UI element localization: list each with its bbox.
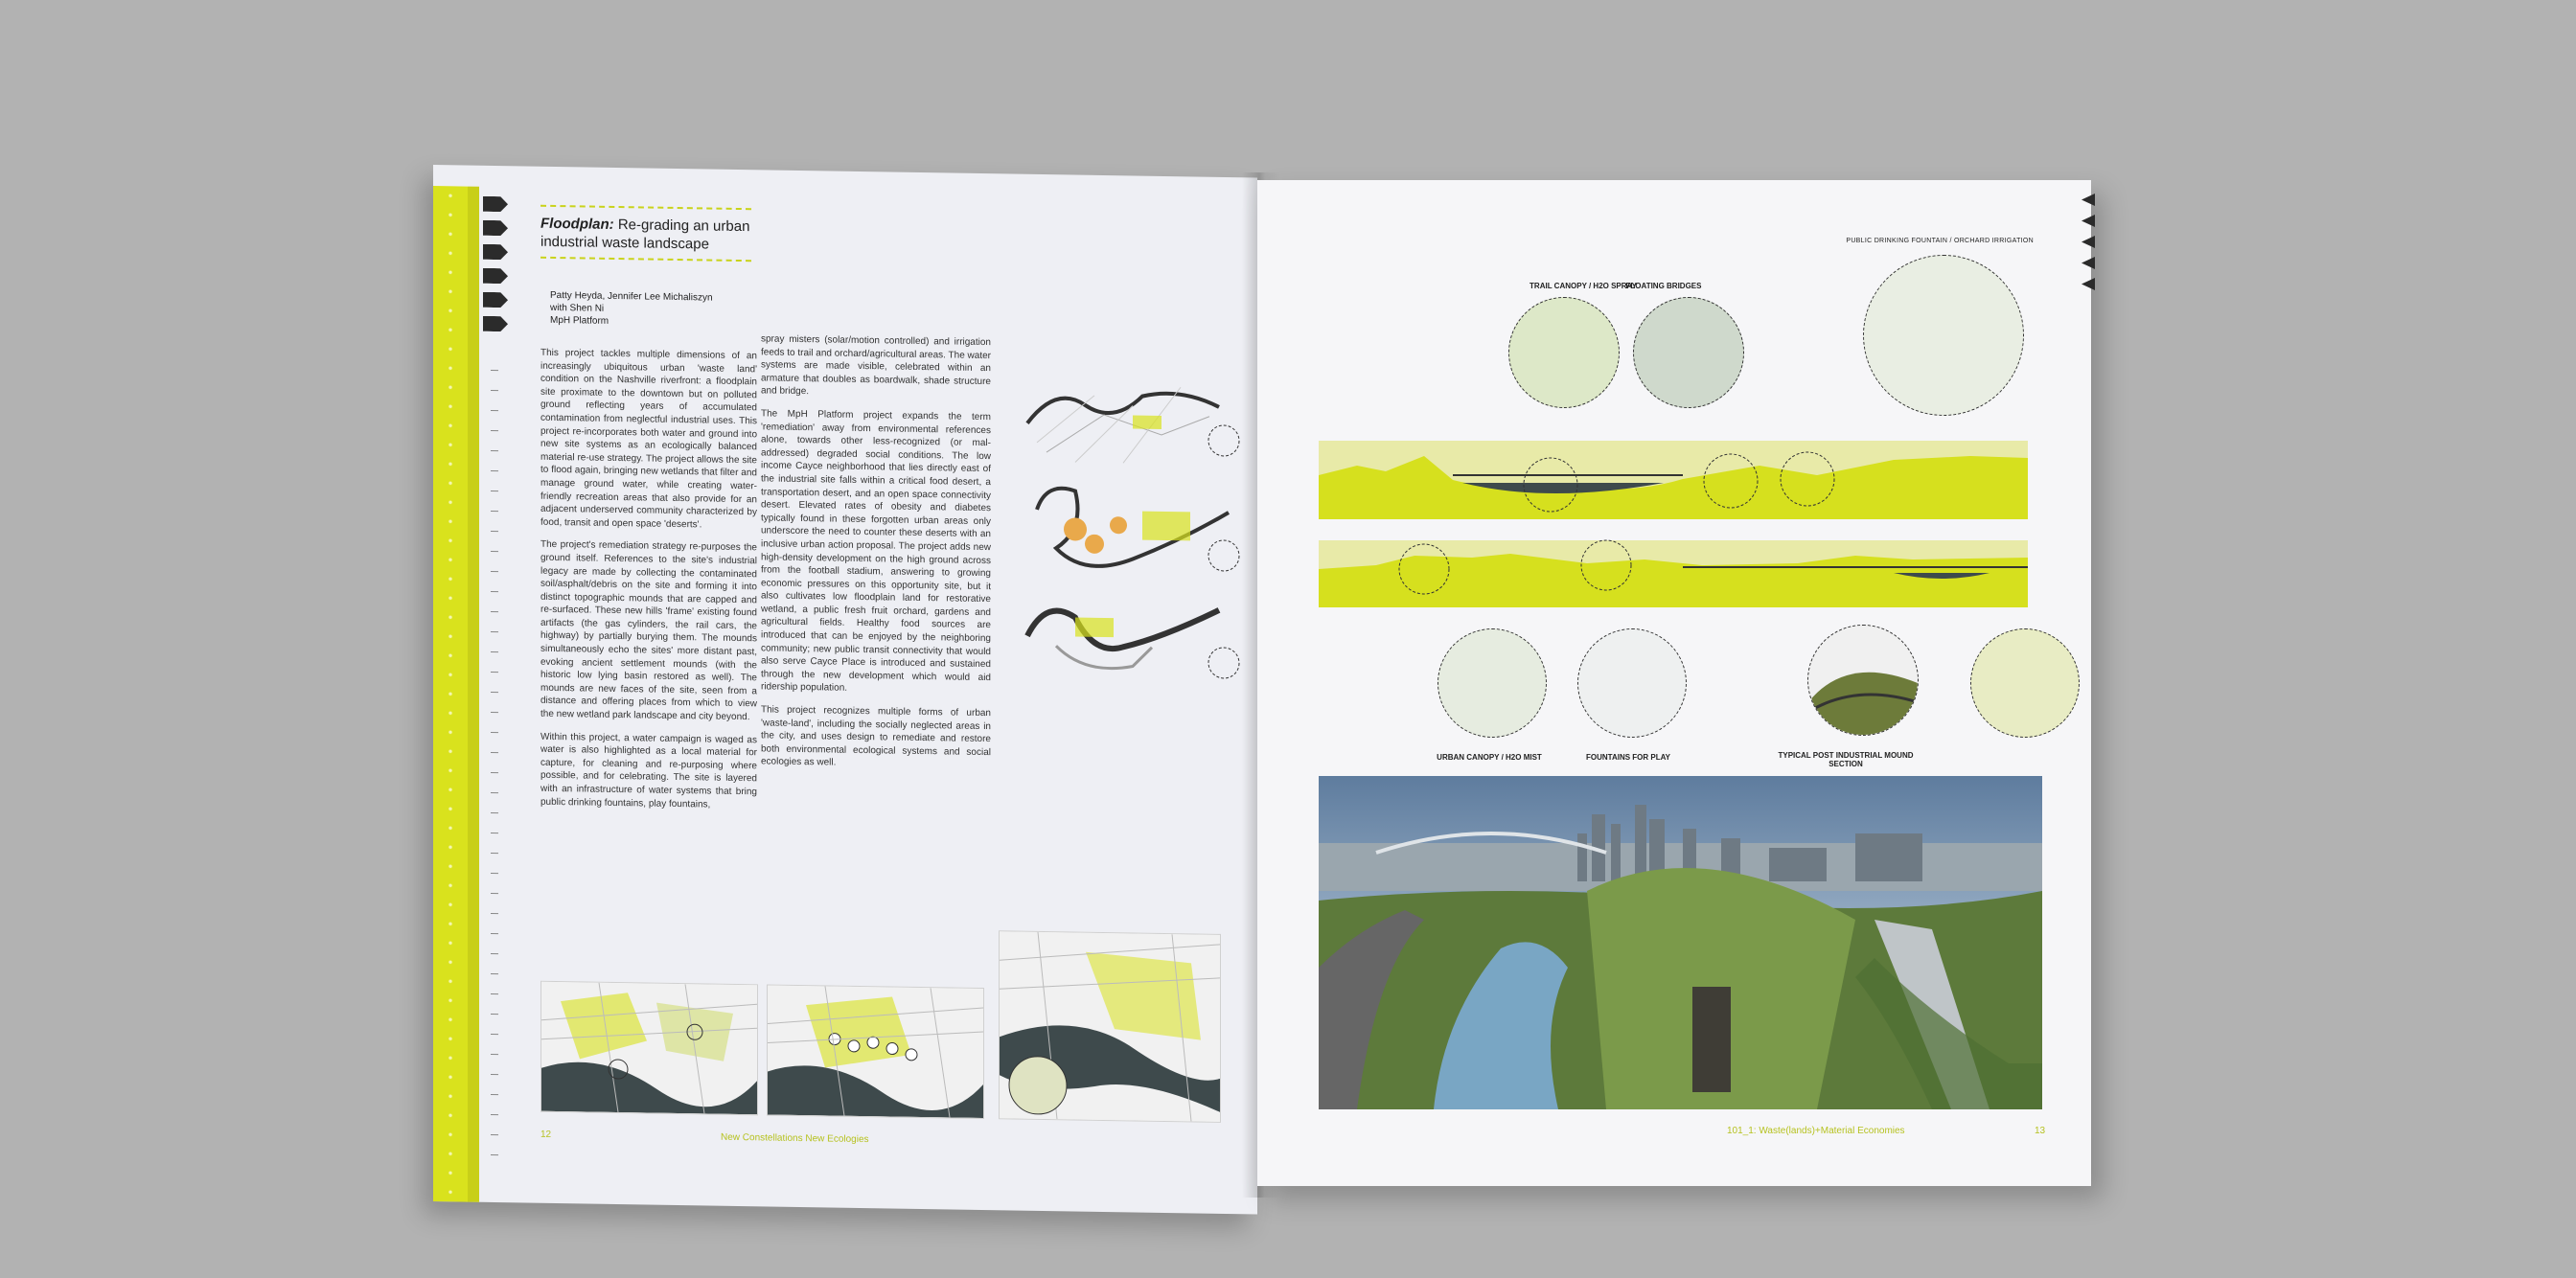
ruler-tick bbox=[491, 789, 502, 797]
author-line: with Shen Ni bbox=[550, 302, 605, 314]
index-tabs bbox=[483, 196, 512, 340]
ruler-tick bbox=[491, 669, 502, 676]
bottom-plan-1 bbox=[540, 981, 758, 1116]
tab-arrow-icon bbox=[2082, 278, 2095, 290]
ruler-tick bbox=[491, 628, 502, 636]
paragraph: The project's remediation strategy re-purposes the ground itself. References to the site's industrial legacy are made by collecting the contaminated soil/asphalt/debris on the site and forming it into distinct topographic mounds that are capped and re-surfaced. These new hills 'frame' existing found artifacts (the gas cylinders, the rail cars, the highway) by partially burying them. The mounds simultaneously echo the sites' more distant past, evoking ancient settlement mounds (with the historic low lying basin restored as well). The mounds are new faces of the site, seen from a distance and offering places from which to view the new wetland park landscape and city beyond. bbox=[540, 539, 757, 723]
ruler-tick bbox=[491, 970, 502, 978]
text-column-2 bbox=[761, 332, 991, 782]
ruler-tick bbox=[491, 991, 502, 998]
text-column-1 bbox=[540, 347, 757, 822]
ruler-tick bbox=[491, 387, 502, 395]
paragraph: Within this project, a water campaign is waged as water is also highlighted as a local material for capture, for cleaning and re-purposing where possible, and for celebrating. The site is layered with an infrastructure of water systems that bring public drinking fountains, play fountains, bbox=[540, 731, 757, 810]
title-rest: Re-grading an urban industrial waste landscape bbox=[540, 216, 750, 253]
tab-arrow-icon bbox=[2082, 215, 2095, 227]
detail-circle-play bbox=[1577, 628, 1687, 738]
ruler-tick bbox=[491, 1091, 502, 1099]
ruler-tick bbox=[491, 427, 502, 435]
ruler-tick bbox=[491, 769, 502, 777]
tab-arrow-icon bbox=[2082, 257, 2095, 269]
margin-ruler bbox=[491, 367, 529, 1192]
ruler-tick bbox=[491, 709, 502, 717]
page-number-right: 13 bbox=[2035, 1126, 2046, 1136]
right-page bbox=[1257, 180, 2091, 1186]
diagram-header: PUBLIC DRINKING FOUNTAIN / ORCHARD IRRIGATION bbox=[1846, 238, 2034, 244]
article-title bbox=[540, 205, 751, 262]
tab-arrow-icon bbox=[483, 316, 508, 331]
detail-circle-bridges bbox=[1633, 297, 1744, 408]
ruler-tick bbox=[491, 468, 502, 475]
ruler-tick bbox=[491, 1111, 502, 1119]
label-mound-section: TYPICAL POST INDUSTRIAL MOUND SECTION bbox=[1778, 751, 1914, 768]
ruler-tick bbox=[491, 508, 502, 515]
paragraph: This project recognizes multiple forms of urban 'waste-land', including the socially neglected areas in the city, and uses design to remediate and restore both environmental ecological systems and social ecologies as well. bbox=[761, 704, 991, 769]
authors bbox=[550, 289, 713, 330]
ruler-tick bbox=[491, 367, 502, 375]
ruler-tick bbox=[491, 407, 502, 415]
ruler-tick bbox=[491, 488, 502, 495]
tab-arrow-icon bbox=[483, 292, 508, 308]
ruler-tick bbox=[491, 1051, 502, 1059]
label-trail-canopy: TRAIL CANOPY / H2O SPRAY bbox=[1530, 282, 1637, 290]
tab-arrow-icon bbox=[2082, 194, 2095, 206]
ruler-tick bbox=[491, 608, 502, 616]
site-section-2 bbox=[1319, 536, 2028, 607]
ruler-tick bbox=[491, 910, 502, 918]
site-section-1 bbox=[1319, 437, 2028, 519]
ruler-tick bbox=[491, 689, 502, 696]
page-edge-band bbox=[468, 187, 479, 1202]
ruler-tick bbox=[491, 810, 502, 817]
ruler-tick bbox=[491, 749, 502, 757]
detail-circle-fountain bbox=[1863, 255, 2024, 416]
detail-circle-plan bbox=[1970, 628, 2080, 738]
site-map-1 bbox=[1018, 366, 1248, 473]
ruler-tick bbox=[491, 649, 502, 656]
tab-arrow-icon bbox=[483, 268, 508, 284]
bottom-plan-2 bbox=[767, 984, 984, 1119]
ruler-tick bbox=[491, 890, 502, 898]
paragraph: This project tackles multiple dimensions of an increasingly ubiquitous urban 'waste land' condition on the Nashville riverfront: a floodplain site proximate to the downtown but on polluted ground reflecting years of accumulated contamination from neglectful industrial uses. This project re-incorporates both water and ground into new site systems as an ecologically balanced material re-use strategy. The project allows the site to flood again, bringing new wetlands that filter and manage ground water, while creating water-friendly recreation areas that also provide for an adjacent underserved community characterized by food, transit and open space 'deserts'. bbox=[540, 347, 757, 531]
author-line: MpH Platform bbox=[550, 314, 610, 327]
ruler-tick bbox=[491, 1152, 502, 1159]
index-tabs-right bbox=[2082, 194, 2095, 299]
running-footer-right: 101_1: Waste(lands)+Material Economies bbox=[1727, 1126, 1905, 1136]
paragraph: The MpH Platform project expands the term 'remediation' away from environmental references alone, towards other less-recognized (or mal-addressed) degraded social conditions. The low income Cayce neighborhood that lies directly east of the industrial site falls within a critical food desert, a transportation desert, and an open space connectivity desert. Elevated rates of obesity and diabetes typically found in these forgotten urban areas only underscore the need to counter these deserts with an inclusive urban action proposal. The project adds new high-density development on the high ground across from the football stadium, answering to growing economic pressures on this opportunity site, but it also cultivates low floodplain land for restorative wetland, a public fresh fruit orchard, gardens and agricultural fields. Healthy food sources are introduced that can be enjoyed by the neighboring community; new public transit connectivity that would also serve Cayce Place is introduced and sustained through the new development which would aid ridership population. bbox=[761, 408, 991, 695]
site-rendering-image bbox=[1319, 776, 2042, 1109]
ruler-tick bbox=[491, 588, 502, 596]
title-italic: Floodplan: bbox=[540, 215, 614, 233]
label-floating-bridges: FLOATING BRIDGES bbox=[1625, 282, 1702, 290]
ruler-tick bbox=[491, 548, 502, 556]
ruler-tick bbox=[491, 830, 502, 837]
detail-circle-canopy bbox=[1438, 628, 1547, 738]
ruler-tick bbox=[491, 1071, 502, 1079]
ruler-tick bbox=[491, 528, 502, 536]
running-footer: New Constellations New Ecologies bbox=[721, 1131, 869, 1146]
author-line: Patty Heyda, Jennifer Lee Michaliszyn bbox=[550, 289, 713, 304]
tab-arrow-icon bbox=[2082, 236, 2095, 248]
ruler-tick bbox=[491, 1031, 502, 1038]
tab-arrow-icon bbox=[483, 220, 508, 236]
ruler-tick bbox=[491, 729, 502, 737]
page-number: 12 bbox=[540, 1129, 552, 1140]
ruler-tick bbox=[491, 1131, 502, 1139]
tab-arrow-icon bbox=[483, 244, 508, 260]
ruler-tick bbox=[491, 850, 502, 857]
ruler-tick bbox=[491, 568, 502, 576]
label-urban-canopy: URBAN CANOPY / H2O MIST bbox=[1437, 753, 1542, 762]
detail-circle-trail bbox=[1508, 297, 1620, 408]
ruler-tick bbox=[491, 870, 502, 878]
bottom-plan-3 bbox=[999, 930, 1221, 1123]
ruler-tick bbox=[491, 447, 502, 455]
site-map-2 bbox=[1018, 471, 1248, 588]
left-page bbox=[433, 165, 1257, 1215]
label-fountains-play: FOUNTAINS FOR PLAY bbox=[1585, 753, 1670, 762]
paragraph: spray misters (solar/motion controlled) and irrigation feeds to trail and orchard/agricultural areas. The water systems are made visible, celebrated within an armature that doubles as boardwalk, shade structure and bridge. bbox=[761, 333, 991, 398]
ruler-tick bbox=[491, 930, 502, 938]
site-map-3 bbox=[1018, 588, 1248, 697]
detail-circle-mound bbox=[1807, 625, 1919, 736]
yellow-edge-strip bbox=[433, 186, 468, 1202]
ruler-tick bbox=[491, 1011, 502, 1018]
ruler-tick bbox=[491, 950, 502, 958]
tab-arrow-icon bbox=[483, 196, 508, 212]
